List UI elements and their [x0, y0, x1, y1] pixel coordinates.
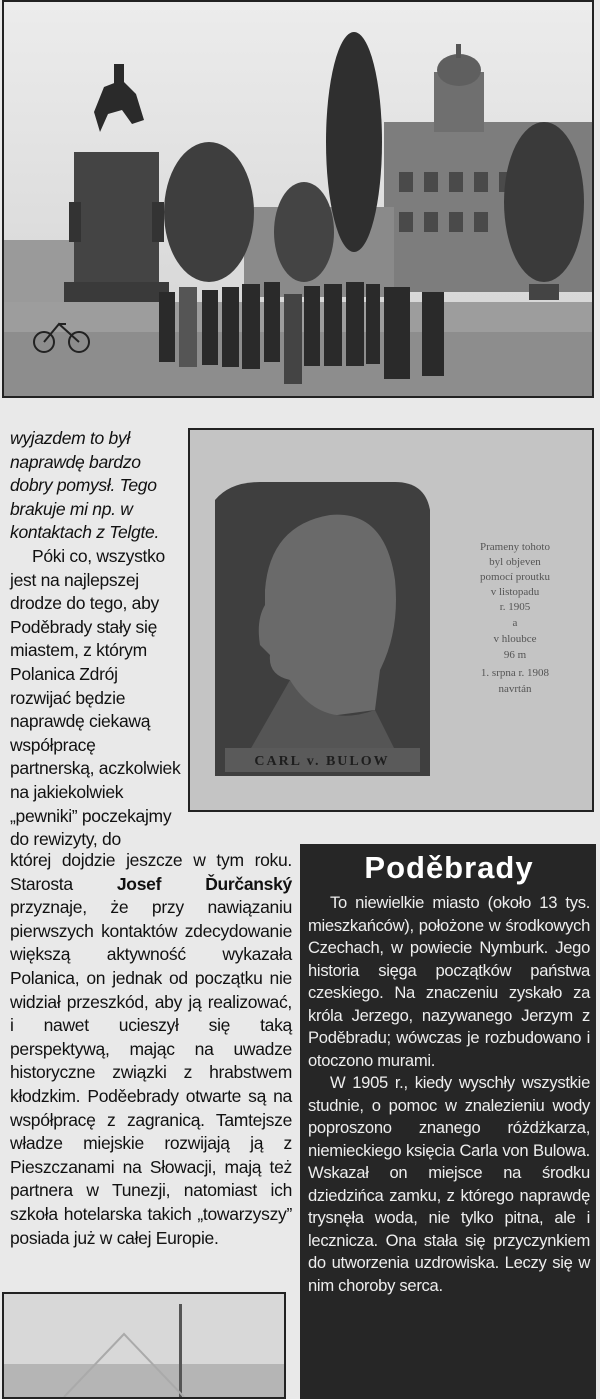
info-box-title: Poděbrady — [364, 850, 534, 885]
info-box-paragraph-1: To niewielkie miasto (około 13 tys. mieszkańców), położone w środkowych Czechach, w powiecie Nymburk. Jego historia sięga początków państwa czeskiego. Na znaczeniu zyskało za króla Jerzego, nazywanego Jerzym z Poděbradu; wówczas je rozbudowano i otoczono murami. — [308, 893, 590, 1070]
article-paragraph-2-continued — [10, 849, 292, 1250]
inscription-line: Prameny tohoto — [480, 541, 550, 553]
poplar-tree — [326, 32, 382, 252]
tree — [164, 142, 254, 282]
town-square-photo — [2, 0, 594, 398]
inscription-line: a — [512, 617, 518, 629]
article-text: przyznaje, że przy nawiązaniu pierwszych kontaktów zdecydowanie większą aktywność wykazała Polanica, on jednak od początku nie widział przeszkód, aby ją realizować, i nawet ucieszył się taką perspektywą, mając na uwadze historyczne związki z hrabstwem kłodzkim. Poděebrady otwarte są na współpracę z zagranicą. Tamtejsze władze miejskie rozwijają ją z Pieszczanami na Słowacji, mają też partnera w Tunezji, natomiast ich szkoła hotelarska takich „towarzyszy” posiada już w całej Europie. — [10, 897, 292, 1248]
inscription-line: v listopadu — [490, 586, 540, 598]
article-paragraph-2-start: Póki co, wszystko jest na najlepszej drodze do tego, aby Poděbrady stały się miastem, z którym Polanica Zdrój rozwijać będzie naprawdę ciekawą współpracę partnerską, aczkolwiek na jakiekolwiek „pewniki” poczekajmy do rewizyty, do — [10, 545, 181, 850]
statue-pedestal — [74, 152, 159, 302]
town-info-box — [300, 844, 596, 1399]
inscription-line: pomocí proutku — [480, 571, 550, 583]
article-column-wide — [10, 849, 292, 1250]
bottom-photo-illustration — [4, 1294, 284, 1397]
info-box-paragraph-2: W 1905 r., kiedy wyschły wszystkie studnie, o pomoc w znalezieniu wody poproszono znanego różdżkarza, niemieckiego księcia Carla von Bulowa. Wskazał on miejsce na środku dziedzińca zamku, z którego naprawdę trysnęła woda, nie tylko pitna, ale i lecznicza. Ona stała się przyczynkiem do utworzenia uzdrowiska. Leczy się w nim choroby serca. — [308, 1073, 590, 1295]
memorial-plaque-photo — [188, 428, 594, 812]
lamp-post — [179, 1304, 182, 1397]
inscription-line: r. 1905 — [499, 601, 531, 613]
town-square-illustration — [4, 2, 592, 396]
article-paragraph-1: wyjazdem to był naprawdę bardzo dobry pomysł. Tego brakuje mi np. w kontaktach z Telgte. — [10, 428, 160, 543]
person-name: Josef Ďurčanský — [116, 873, 292, 894]
inscription-line: 1. srpna r. 1908 — [480, 667, 550, 679]
plaque-name: CARL v. BULOW — [254, 754, 390, 769]
inscription-line: navrtán — [498, 683, 532, 695]
inscription-line: 96 m — [503, 649, 527, 661]
memorial-plaque-illustration — [190, 430, 592, 810]
article-column-narrow — [10, 427, 182, 852]
article-text: której dojdzie jeszcze w tym roku. Starosta — [10, 850, 292, 894]
inscription-line: byl objeven — [489, 556, 541, 568]
bottom-photo — [2, 1292, 286, 1399]
inscription-line: v hloubce — [493, 633, 537, 645]
parked-car — [529, 284, 559, 300]
